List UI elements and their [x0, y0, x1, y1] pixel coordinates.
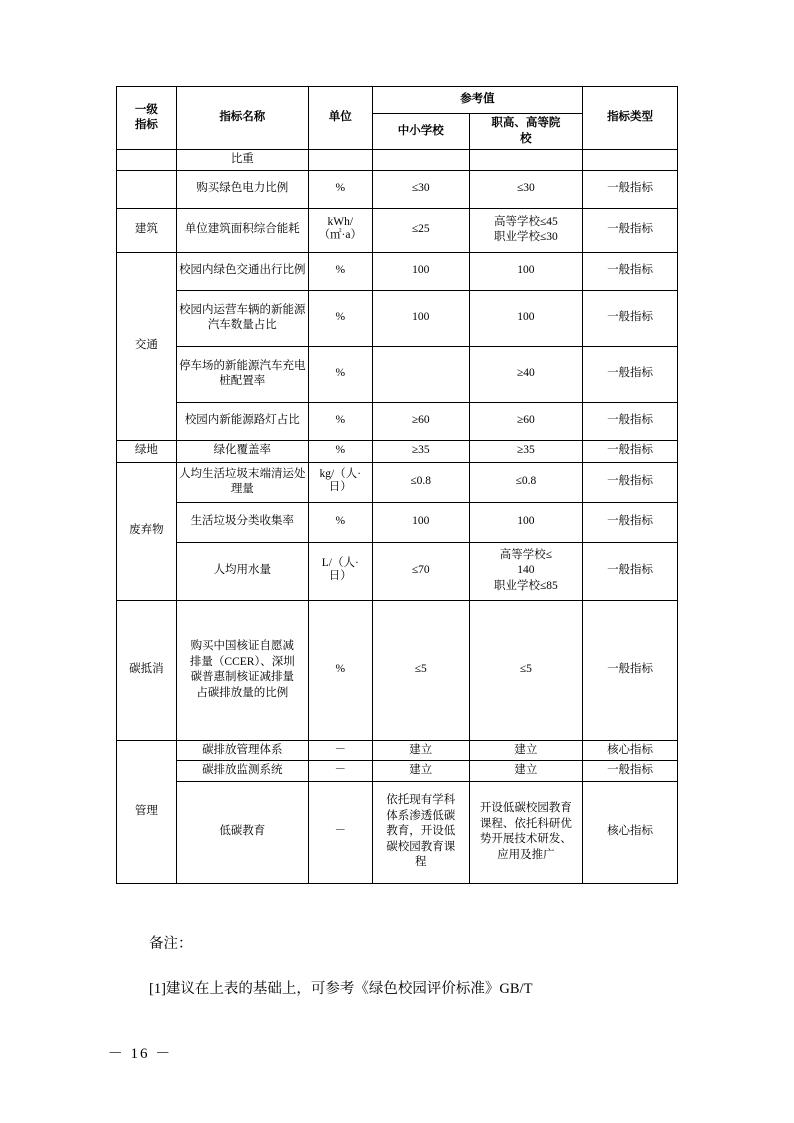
header-primary-secondary-school: 中小学校	[372, 114, 469, 150]
cell-unit: －	[308, 781, 372, 883]
table-row	[117, 761, 678, 782]
cell-ref-higher: ≤0.8	[469, 462, 582, 502]
cell-indicator-name: 人均用水量	[176, 542, 308, 600]
cell-category	[117, 170, 177, 208]
cell-type: 一般指标	[583, 761, 678, 782]
cell-unit-line2: 日）	[328, 481, 352, 494]
header-primary-indicator-line1: 一级	[134, 103, 158, 116]
cell-type: 一般指标	[583, 402, 678, 440]
cell-indicator-name: 人均生活垃圾末端清运处理量	[176, 462, 308, 502]
cell-category-transport: 交通	[117, 252, 177, 440]
header-indicator-type: 指标类型	[583, 87, 678, 150]
cell-indicator-name: 购买中国核证自愿减排量（CCER）、深圳碳普惠制核证减排量占碳排放量的比例	[176, 600, 308, 740]
cell-ref-higher: ≥60	[469, 402, 582, 440]
header-primary-indicator	[117, 87, 177, 150]
cell-ref-primary: 建立	[372, 761, 469, 782]
cell-unit	[308, 208, 372, 252]
cell-ref-primary	[372, 150, 469, 171]
cell-ref-higher-line2: 职业学校≤30	[494, 231, 558, 244]
cell-type: 一般指标	[583, 462, 678, 502]
cell-unit-line1: kg/（人·	[319, 468, 362, 481]
table-row	[117, 150, 678, 171]
table-row	[117, 440, 678, 462]
table-row	[117, 402, 678, 440]
cell-category-waste: 废弃物	[117, 462, 177, 600]
cell-type: 核心指标	[583, 781, 678, 883]
cell-type: 一般指标	[583, 252, 678, 290]
cell-unit: %	[308, 440, 372, 462]
cell-unit-line1: kWh/	[327, 216, 354, 229]
cell-ref-higher-line3: 职业学校≤85	[494, 579, 558, 592]
cell-ref-primary	[372, 346, 469, 402]
cell-indicator-name: 校园内新能源路灯占比	[176, 402, 308, 440]
header-unit: 单位	[308, 87, 372, 150]
header-primary-indicator-line2: 指标	[134, 119, 158, 132]
cell-ref-primary: ≤30	[372, 170, 469, 208]
cell-category-carbon-offset: 碳抵消	[117, 600, 177, 740]
cell-ref-primary: ≥60	[372, 402, 469, 440]
cell-unit: %	[308, 600, 372, 740]
header-vocational-higher-school-line2: 校	[520, 132, 532, 145]
cell-type: 一般指标	[583, 290, 678, 346]
cell-ref-higher: ≤5	[469, 600, 582, 740]
cell-ref-primary: 100	[372, 502, 469, 542]
table-row	[117, 781, 678, 883]
cell-unit	[308, 542, 372, 600]
cell-indicator-name: 低碳教育	[176, 781, 308, 883]
cell-indicator-name: 碳排放管理体系	[176, 740, 308, 761]
cell-indicator-name: 碳排放监测系统	[176, 761, 308, 782]
header-vocational-higher-school-line1: 职高、高等院	[491, 117, 561, 129]
cell-type: 一般指标	[583, 542, 678, 600]
table-row	[117, 600, 678, 740]
table-header	[117, 87, 678, 150]
cell-unit-line1: L/（人·	[321, 557, 359, 570]
cell-ref-primary: 建立	[372, 740, 469, 761]
notes-section	[116, 930, 716, 1004]
cell-unit-line2: （㎡·a）	[318, 229, 362, 242]
cell-indicator-name: 生活垃圾分类收集率	[176, 502, 308, 542]
cell-indicator-name: 校园内运营车辆的新能源汽车数量占比	[176, 290, 308, 346]
cell-ref-primary: 100	[372, 252, 469, 290]
cell-indicator-name: 校园内绿色交通出行比例	[176, 252, 308, 290]
cell-ref-higher: 100	[469, 252, 582, 290]
cell-unit	[308, 462, 372, 502]
cell-unit: %	[308, 502, 372, 542]
cell-ref-higher: 100	[469, 290, 582, 346]
table-row	[117, 290, 678, 346]
cell-ref-higher: 建立	[469, 740, 582, 761]
cell-ref-primary: ≥35	[372, 440, 469, 462]
table-row	[117, 346, 678, 402]
cell-unit: %	[308, 402, 372, 440]
table-row	[117, 208, 678, 252]
notes-item-1: [1]建议在上表的基础上，可参考《绿色校园评价标准》GB/T	[149, 981, 533, 997]
cell-ref-higher: 100	[469, 502, 582, 542]
table-row	[117, 170, 678, 208]
cell-type: 一般指标	[583, 600, 678, 740]
cell-category-greenland: 绿地	[117, 440, 177, 462]
table-row	[117, 462, 678, 502]
cell-unit: %	[308, 346, 372, 402]
cell-unit	[308, 150, 372, 171]
cell-type: 一般指标	[583, 502, 678, 542]
table-row	[117, 252, 678, 290]
cell-indicator-name: 绿化覆盖率	[176, 440, 308, 462]
table-body	[117, 150, 678, 884]
cell-ref-higher: ≥40	[469, 346, 582, 402]
cell-unit: %	[308, 252, 372, 290]
page-number: － 16 －	[107, 1046, 173, 1062]
cell-ref-higher: ≤30	[469, 170, 582, 208]
cell-unit-line2: 日）	[328, 570, 352, 583]
cell-unit: －	[308, 761, 372, 782]
table-row	[117, 502, 678, 542]
table-row	[117, 740, 678, 761]
cell-ref-primary: ≤25	[372, 208, 469, 252]
cell-ref-higher-line2: 140	[517, 564, 535, 577]
cell-type: 一般指标	[583, 440, 678, 462]
cell-ref-higher-line1: 高等学校≤45	[494, 215, 558, 228]
cell-ref-higher	[469, 150, 582, 171]
cell-ref-primary: ≤0.8	[372, 462, 469, 502]
cell-ref-primary: ≤5	[372, 600, 469, 740]
cell-type: 一般指标	[583, 208, 678, 252]
cell-ref-primary: ≤70	[372, 542, 469, 600]
cell-indicator-name: 比重	[176, 150, 308, 171]
cell-indicator-name: 单位建筑面积综合能耗	[176, 208, 308, 252]
cell-ref-higher	[469, 208, 582, 252]
table-row	[117, 542, 678, 600]
cell-ref-primary: 100	[372, 290, 469, 346]
header-vocational-higher-school	[469, 114, 582, 150]
cell-type: 核心指标	[583, 740, 678, 761]
header-indicator-name: 指标名称	[176, 87, 308, 150]
indicator-table	[116, 86, 678, 884]
cell-ref-higher	[469, 542, 582, 600]
header-reference-value: 参考值	[372, 87, 582, 114]
cell-unit: %	[308, 170, 372, 208]
cell-ref-higher: 开设低碳校园教育课程、依托科研优势开展技术研发、应用及推广	[469, 781, 582, 883]
cell-category-management: 管理	[117, 740, 177, 883]
cell-indicator-name: 停车场的新能源汽车充电桩配置率	[176, 346, 308, 402]
cell-unit: －	[308, 740, 372, 761]
cell-category	[117, 150, 177, 171]
cell-type: 一般指标	[583, 346, 678, 402]
cell-ref-higher: 建立	[469, 761, 582, 782]
cell-ref-primary: 依托现有学科体系渗透低碳教育，开设低碳校园教育课程	[372, 781, 469, 883]
notes-label: 备注：	[149, 936, 193, 952]
cell-category-building: 建筑	[117, 208, 177, 252]
cell-ref-higher-line1: 高等学校≤	[499, 548, 553, 561]
cell-indicator-name: 购买绿色电力比例	[176, 170, 308, 208]
cell-type: 一般指标	[583, 170, 678, 208]
cell-unit: %	[308, 290, 372, 346]
cell-ref-higher: ≥35	[469, 440, 582, 462]
cell-type	[583, 150, 678, 171]
